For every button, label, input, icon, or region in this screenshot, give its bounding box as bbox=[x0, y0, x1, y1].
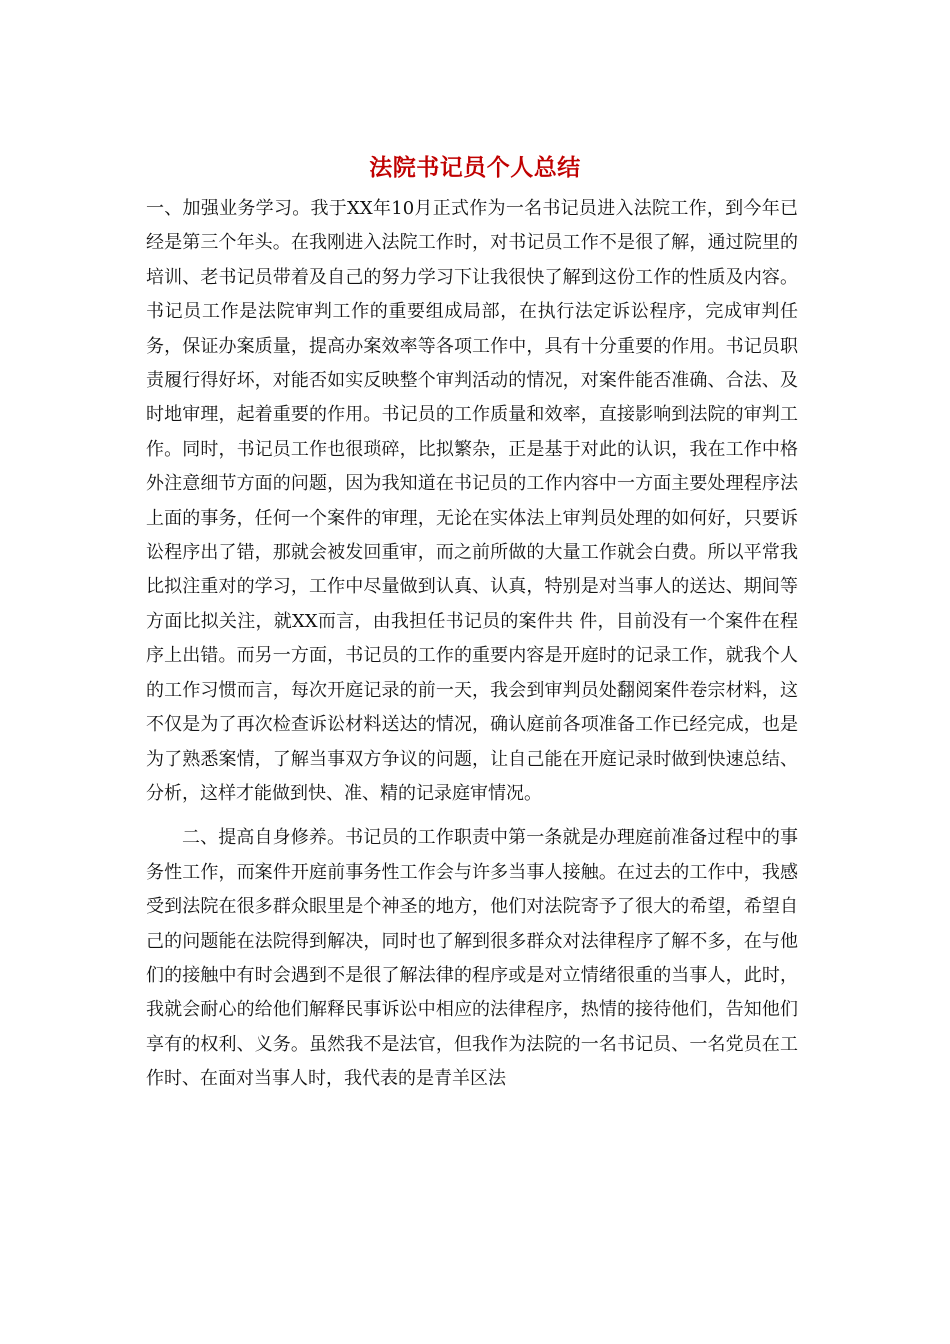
paragraph-2: 二、提高自身修养。书记员的工作职责中第一条就是办理庭前准备过程中的事务性工作，而案件开庭前事务性工作会与许多当事人接触。在过去的工作中，我感受到法院在很多群众眼里是个神圣的地方，他们对法院寄予了很大的希望，希望自己的问题能在法院得到解决，同时也了解到很多群众对法律程序了解不多，在与他们的接触中有时会遇到不是很了解法律的程序或是对立情绪很重的当事人，此时，我就会耐心的给他们解释民事诉讼中相应的法律程序，热情的接待他们，告知他们享有的权利、义务。虽然我不是法官，但我作为法院的一名书记员、一名党员在工作时、在面对当事人时，我代表的是青羊区法 bbox=[146, 827, 798, 1090]
document-title: 法院书记员个人总结 bbox=[369, 154, 581, 181]
paragraph-1: 一、加强业务学习。我于XX年10月正式作为一名书记员进入法院工作，到今年已经是第三个年头。在我刚进入法院工作时，对书记员工作不是很了解，通过院里的培训、老书记员带着及自己的努力学习下让我很快了解到这份工作的性质及内容。 书记员工作是法院审判工作的重要组成局部，在执行法定诉讼程序，完成审判任务，保证办案质量，提高办案效率等各项工作中，具有十分重要的作用。书记员职责履行得好坏，对能否如实反映整个审判活动的情况，对案件能否准确、合法、及时地审理，起着重要的作用。书记员的工作质量和效率，直接影响到法院的审判工作。同时，书记员工作也很琐碎，比拟繁杂，正是基于对此的认识，我在工作中格外注意细节方面的问题，因为我知道在书记员的工作内容中一方面主要处理程序法上面的事务，任何一个案件的审理，无论在实体法上审判员处理的如何好，只要诉讼程序出了错，那就会被发回重审，而之前所做的大量工作就会白费。所以平常我比拟注重对的学习，工作中尽量做到认真、认真，特别是对当事人的送达、期间等方面比拟关注，就XX而言，由我担任书记员的案件共 件，目前没有一个案件在程序上出错。而另一方面，书记员的工作的重要内容是开庭时的记录工作，就我个人的工作习惯而言，每次开庭记录的前一天，我会到审判员处翻阅案件卷宗材料，这不仅是为了再次检查诉讼材料送达的情况，确认庭前各项准备工作已经完成，也是为了熟悉案情，了解当事双方争议的问题，让自己能在开庭记录时做到快速总结、分析，这样才能做到快、准、精的记录庭审情况。 bbox=[146, 198, 798, 804]
document-body bbox=[146, 192, 798, 1097]
